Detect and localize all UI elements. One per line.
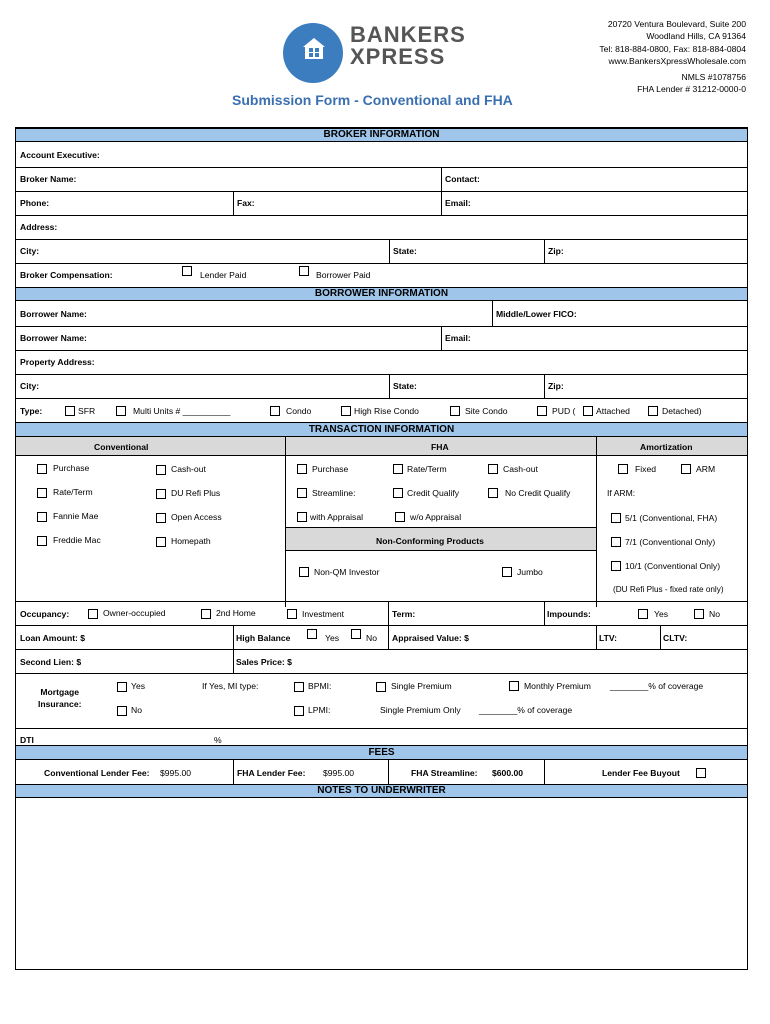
- conv-purchase-label: Purchase: [53, 463, 90, 473]
- condo-checkbox[interactable]: [270, 406, 280, 416]
- conv-cashout-label: Cash-out: [171, 464, 206, 474]
- email-label: Email:: [445, 198, 471, 208]
- single-premium-only-label: Single Premium Only: [380, 705, 461, 715]
- dti-label: DTI: [20, 735, 34, 745]
- notes-to-underwriter-area[interactable]: [16, 798, 747, 970]
- mortgage-insurance-label: [38, 686, 81, 710]
- cltv-label: CLTV:: [663, 633, 688, 643]
- monthly-premium-checkbox[interactable]: [509, 681, 519, 691]
- attached-checkbox[interactable]: [583, 406, 593, 416]
- fha-streamline-fee-label: FHA Streamline:: [411, 768, 478, 778]
- lender-fee-buyout-checkbox[interactable]: [696, 768, 706, 778]
- high-balance-yes-label: Yes: [325, 633, 340, 643]
- appraised-value-label: Appraised Value: $: [392, 633, 469, 643]
- high-balance-no-label: No: [366, 633, 377, 643]
- no-credit-qualify-checkbox[interactable]: [488, 488, 498, 498]
- address-label: Address:: [20, 222, 58, 232]
- broker-compensation-label: Broker Compensation:: [20, 270, 113, 280]
- account-executive-label: Account Executive:: [20, 150, 100, 160]
- borrower-paid-label: Borrower Paid: [316, 270, 371, 280]
- conventional-header: Conventional: [94, 442, 149, 452]
- wo-appraisal-checkbox[interactable]: [395, 512, 405, 522]
- arm-7-1-label: 7/1 (Conventional Only): [625, 537, 716, 547]
- non-conforming-header: Non-Conforming Products: [376, 536, 484, 546]
- submission-form: [15, 127, 748, 970]
- mortgage-insurance-line1: Mortgage: [40, 687, 80, 697]
- lpmi-label: LPMI:: [308, 705, 331, 715]
- fha-streamline-fee-value: $600.00: [492, 768, 524, 778]
- lender-fee-buyout-label: Lender Fee Buyout: [602, 768, 680, 778]
- freddie-mac-label: Freddie Mac: [53, 535, 101, 545]
- arm-label: ARM: [696, 464, 716, 474]
- nmls: NMLS #1078756: [681, 72, 746, 83]
- second-home-checkbox[interactable]: [201, 609, 211, 619]
- brand-line1: BANKERS: [350, 22, 466, 47]
- type-label: Type:: [20, 406, 43, 416]
- fico-label: Middle/Lower FICO:: [496, 309, 577, 319]
- single-coverage-field[interactable]: ________% of coverage: [479, 705, 573, 715]
- arm-5-1-label: 5/1 (Conventional, FHA): [625, 513, 718, 523]
- conv-rate-term-label: Rate/Term: [53, 487, 93, 497]
- impounds-no-label: No: [709, 609, 720, 619]
- fha-rate-term-checkbox[interactable]: [393, 464, 403, 474]
- site-condo-checkbox[interactable]: [450, 406, 460, 416]
- open-access-label: Open Access: [171, 512, 222, 522]
- detached-checkbox[interactable]: [648, 406, 658, 416]
- fha-cashout-checkbox[interactable]: [488, 464, 498, 474]
- jumbo-label: Jumbo: [517, 567, 543, 577]
- conventional-fee-label: Conventional Lender Fee:: [44, 768, 150, 778]
- sfr-checkbox[interactable]: [65, 406, 75, 416]
- ltv-label: LTV:: [599, 633, 617, 643]
- property-state-label: State:: [393, 381, 417, 391]
- broker-name-label: Broker Name:: [20, 174, 77, 184]
- company-address: [599, 18, 746, 96]
- attached-label: Attached: [596, 406, 630, 416]
- pud-label: PUD (: [552, 406, 576, 416]
- city-label: City:: [20, 246, 40, 256]
- homepath-checkbox[interactable]: [156, 537, 166, 547]
- fees-section-header: FEES: [16, 745, 747, 760]
- fha-rate-term-label: Rate/Term: [407, 464, 447, 474]
- fha-cashout-label: Cash-out: [503, 464, 538, 474]
- conv-purchase-checkbox[interactable]: [37, 464, 47, 474]
- brand-name: [350, 24, 466, 68]
- freddie-mac-checkbox[interactable]: [37, 536, 47, 546]
- mortgage-insurance-line2: Insurance:: [38, 699, 82, 709]
- notes-section-header: NOTES TO UNDERWRITER: [16, 784, 747, 798]
- high-balance-no-checkbox[interactable]: [351, 629, 361, 639]
- borrower-email-label: Email:: [445, 333, 471, 343]
- streamline-label: Streamline:: [312, 488, 356, 498]
- high-balance-label: High Balance: [236, 633, 291, 643]
- pud-checkbox[interactable]: [537, 406, 547, 416]
- mi-yes-label: Yes: [131, 681, 146, 691]
- zip-label: Zip:: [548, 246, 564, 256]
- house-icon: [300, 35, 328, 63]
- dti-percent: %: [214, 735, 222, 745]
- fha-fee-value: $995.00: [323, 768, 355, 778]
- if-yes-mi-label: If Yes, MI type:: [202, 681, 259, 691]
- non-qm-checkbox[interactable]: [299, 567, 309, 577]
- bpmi-checkbox[interactable]: [294, 682, 304, 692]
- no-credit-qualify-label: No Credit Qualify: [505, 488, 571, 498]
- du-refi-checkbox[interactable]: [156, 489, 166, 499]
- conventional-fee-value: $995.00: [160, 768, 192, 778]
- fannie-mae-label: Fannie Mae: [53, 511, 99, 521]
- high-rise-condo-checkbox[interactable]: [341, 406, 351, 416]
- with-appraisal-label: with Appraisal: [310, 512, 364, 522]
- borrower-paid-checkbox[interactable]: [299, 266, 309, 276]
- owner-occupied-checkbox[interactable]: [88, 609, 98, 619]
- single-premium-checkbox[interactable]: [376, 682, 386, 692]
- loan-amount-label: Loan Amount: $: [20, 633, 86, 643]
- impounds-label: Impounds:: [547, 609, 591, 619]
- non-qm-label: Non-QM Investor: [314, 567, 380, 577]
- address-line1: 20720 Ventura Boulevard, Suite 200: [607, 19, 746, 29]
- lender-paid-label: Lender Paid: [200, 270, 247, 280]
- wo-appraisal-label: w/o Appraisal: [410, 512, 462, 522]
- property-address-label: Property Address:: [20, 357, 95, 367]
- conv-rate-term-checkbox[interactable]: [37, 488, 47, 498]
- mi-yes-checkbox[interactable]: [117, 682, 127, 692]
- property-zip-label: Zip:: [548, 381, 564, 391]
- transaction-section-header: TRANSACTION INFORMATION: [16, 422, 747, 437]
- second-home-label: 2nd Home: [216, 608, 256, 618]
- investment-label: Investment: [302, 609, 345, 619]
- address-line2: Woodland Hills, CA 91364: [646, 31, 746, 42]
- if-arm-label: If ARM:: [607, 488, 636, 498]
- homepath-label: Homepath: [171, 536, 211, 546]
- borrower-name-label: Borrower Name:: [20, 309, 87, 319]
- lpmi-checkbox[interactable]: [294, 706, 304, 716]
- fixed-checkbox[interactable]: [618, 464, 628, 474]
- borrower-section-header: BORROWER INFORMATION: [16, 287, 747, 301]
- with-appraisal-checkbox[interactable]: [297, 512, 307, 522]
- bpmi-label: BPMI:: [308, 681, 332, 691]
- impounds-no-checkbox[interactable]: [694, 609, 704, 619]
- contact-label: Contact:: [445, 174, 480, 184]
- sfr-label: SFR: [78, 406, 96, 416]
- arm-10-1-label: 10/1 (Conventional Only): [625, 561, 721, 571]
- credit-qualify-label: Credit Qualify: [407, 488, 460, 498]
- phone-label: Phone:: [20, 198, 50, 208]
- broker-section-header: BROKER INFORMATION: [16, 128, 747, 142]
- single-premium-label: Single Premium: [391, 681, 452, 691]
- sales-price-label: Sales Price: $: [236, 657, 292, 667]
- streamline-checkbox[interactable]: [297, 488, 307, 498]
- brand-line2: XPRESS: [350, 44, 446, 69]
- occupancy-label: Occupancy:: [20, 609, 70, 619]
- second-lien-label: Second Lien: $: [20, 657, 82, 667]
- impounds-yes-checkbox[interactable]: [638, 609, 648, 619]
- condo-label: Condo: [286, 406, 312, 416]
- detached-label: Detached): [662, 406, 702, 416]
- du-refi-note: (DU Refi Plus - fixed rate only): [613, 585, 724, 594]
- credit-qualify-checkbox[interactable]: [393, 488, 403, 498]
- monthly-coverage-field[interactable]: ________% of coverage: [610, 681, 704, 691]
- open-access-checkbox[interactable]: [156, 513, 166, 523]
- fixed-label: Fixed: [635, 464, 657, 474]
- fannie-mae-checkbox[interactable]: [37, 512, 47, 522]
- phone-fax: Tel: 818-884-0800, Fax: 818-884-0804: [599, 43, 746, 54]
- investment-checkbox[interactable]: [287, 609, 297, 619]
- fha-fee-label: FHA Lender Fee:: [237, 768, 306, 778]
- term-label: Term:: [392, 609, 416, 619]
- multi-units-label: Multi Units # __________: [133, 406, 231, 416]
- site-condo-label: Site Condo: [465, 406, 508, 416]
- amortization-header: Amortization: [640, 442, 693, 452]
- owner-occupied-label: Owner-occupied: [103, 608, 166, 618]
- lender-paid-checkbox[interactable]: [182, 266, 192, 276]
- monthly-premium-label: Monthly Premium: [524, 681, 591, 691]
- conv-cashout-checkbox[interactable]: [156, 465, 166, 475]
- arm-checkbox[interactable]: [681, 464, 691, 474]
- state-label: State:: [393, 246, 417, 256]
- fha-purchase-label: Purchase: [312, 464, 349, 474]
- impounds-yes-label: Yes: [654, 609, 669, 619]
- mi-no-checkbox[interactable]: [117, 706, 127, 716]
- page-title: Submission Form - Conventional and FHA: [232, 92, 513, 108]
- fha-header: FHA: [431, 442, 449, 452]
- du-refi-label: DU Refi Plus: [171, 488, 221, 498]
- high-balance-yes-checkbox[interactable]: [307, 629, 317, 639]
- high-rise-condo-label: High Rise Condo: [354, 406, 419, 416]
- multi-units-checkbox[interactable]: [116, 406, 126, 416]
- arm-7-1-checkbox[interactable]: [611, 537, 621, 547]
- arm-5-1-checkbox[interactable]: [611, 513, 621, 523]
- jumbo-checkbox[interactable]: [502, 567, 512, 577]
- fax-label: Fax:: [237, 198, 255, 208]
- website: www.BankersXpressWholesale.com: [608, 55, 746, 66]
- arm-10-1-checkbox[interactable]: [611, 561, 621, 571]
- co-borrower-name-label: Borrower Name:: [20, 333, 87, 343]
- fha-lender: FHA Lender # 31212-0000-0: [637, 84, 746, 95]
- mi-no-label: No: [131, 705, 142, 715]
- property-city-label: City:: [20, 381, 40, 391]
- fha-purchase-checkbox[interactable]: [297, 464, 307, 474]
